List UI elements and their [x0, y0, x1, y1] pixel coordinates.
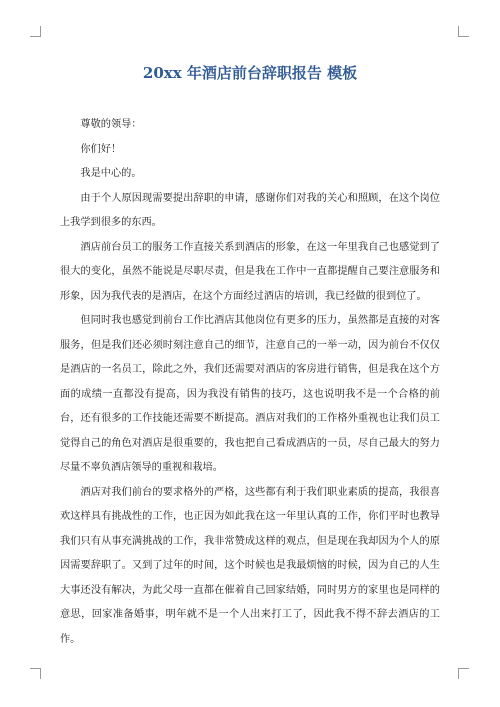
crop-mark-top-right — [458, 26, 469, 37]
document-title: 20xx 年酒店前台辞职报告 模板 — [142, 64, 358, 82]
crop-mark-bottom-right — [458, 668, 469, 679]
crop-mark-top-left — [30, 26, 41, 37]
document-body — [60, 113, 440, 652]
body-paragraph: 酒店对我们前台的要求格外的严格，这些都有利于我们职业素质的提高，我很喜欢这样具有挑战性的工作，也正因为如此我在这一年里认真的工作，你们平时也教导我们只有从事充满挑战的工作，我非常赞成这样的观点，但是现在我却因为个人的原因需要辞职了。又到了过年的时间，这个时候也是我最烦恼的时候，因为自己的人生大事还没有解决，为此父母一直都在催着自己回家结婚，同时男方的家里也是同样的意思，回家准备婚事，明年就不是一个人出来打工了，因此我不得不辞去酒店的工作。 — [60, 486, 440, 645]
body-paragraph: 由于个人原因现需要提出辞职的申请，感谢你们对我的关心和照顾，在这个岗位上我学到很多的东西。 — [60, 192, 440, 228]
self-introduction: 我是中心的。 — [80, 168, 142, 179]
crop-mark-bottom-left — [30, 668, 41, 679]
salutation: 尊敬的领导： — [80, 119, 142, 130]
greeting: 你们好！ — [80, 143, 122, 155]
body-paragraph: 但同时我也感觉到前台工作比酒店其他岗位有更多的压力，虽然都是直接的对客服务，但是我们还必须时刻注意自己的细节，注意自己的一举一动，因为前台不仅仅是酒店的一名员工，除此之外，我们还需要对酒店的客房进行销售，但是我在这个方面的成绩一直都没有提高，因为我没有销售的技巧，这也说明我不是一个合格的前台，还有很多的工作技能还需要不断提高。酒店对我们的工作格外重视也让我们员工觉得自己的角色对酒店是很重要的，我也把自己看成酒店的一员，尽自己最大的努力尽量不辜负酒店领导的重视和栽培。 — [60, 315, 440, 473]
body-paragraph: 酒店前台员工的服务工作直接关系到酒店的形象，在这一年里我自己也感觉到了很大的变化，虽然不能说是尽职尽责，但是我在工作中一直都提醒自己要注意服务和形象，因为我代表的是酒店，在这个方面经过酒店的培训，我已经做的很到位了。 — [60, 241, 440, 302]
